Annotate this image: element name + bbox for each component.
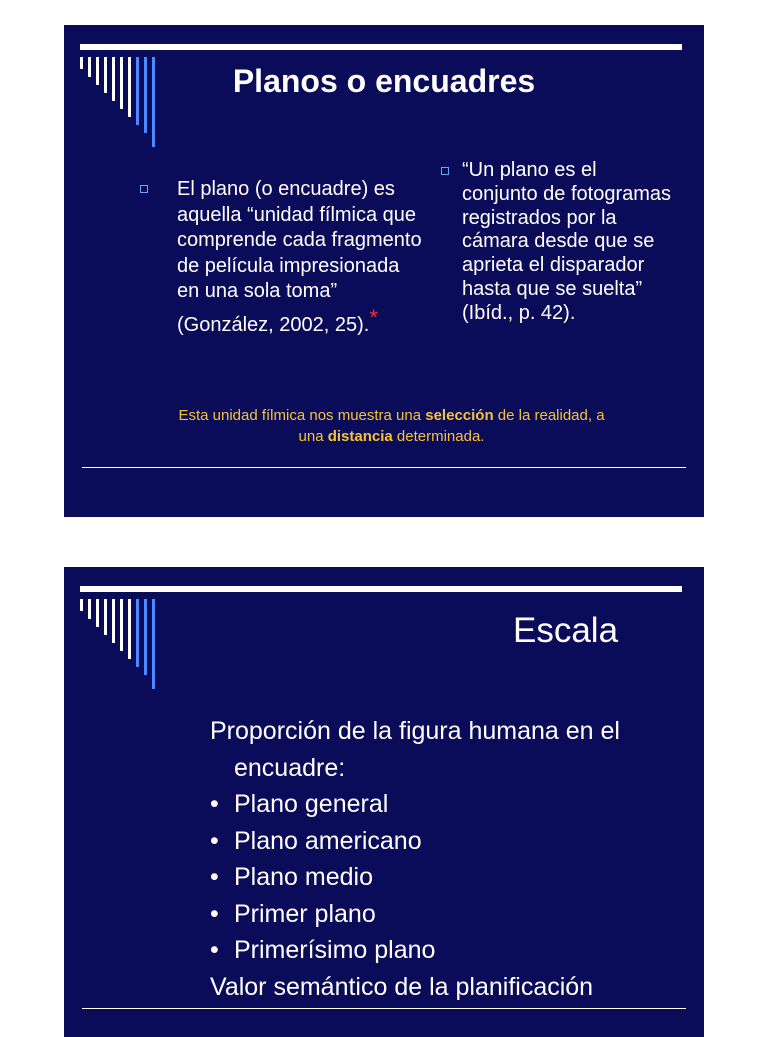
slide-body (210, 713, 670, 1005)
stripe (144, 599, 147, 675)
bullet-square-icon (140, 185, 148, 193)
stripe (152, 599, 155, 689)
paragraph-definition (177, 177, 423, 338)
stripe (80, 599, 83, 611)
slide-escala (64, 567, 704, 1037)
stripe (104, 599, 107, 635)
stripe (88, 599, 91, 619)
note-part: determinada. (392, 428, 485, 445)
intro-line-continued: encuadre: (234, 753, 346, 782)
note-part: de la realidad, a una (298, 407, 605, 445)
note-text (164, 405, 619, 447)
list-item-label: Primerísimo plano (234, 936, 436, 964)
list-item (210, 823, 670, 860)
bullet-dot-icon: • (210, 863, 219, 891)
slide-planos (64, 25, 704, 517)
list-item-label: Plano medio (234, 863, 373, 891)
note-bold-distancia: distancia (327, 428, 393, 445)
stripe (112, 599, 115, 643)
bottom-divider (82, 1008, 686, 1009)
bullet-dot-icon: • (210, 936, 219, 964)
top-divider (80, 586, 682, 592)
closing-line: Valor semántico de la planificación (210, 972, 594, 1001)
list-item-label: Plano americano (234, 826, 422, 855)
list-item (210, 896, 670, 933)
decorative-stripes (80, 599, 170, 699)
bullet-dot-icon: • (210, 826, 219, 855)
definition-text: El plano (o encuadre) es aquella “unidad fílmica que comprende cada fragmento de película impresionada en una sola toma” (González, 2002, 25). (177, 178, 422, 336)
stripe (128, 599, 131, 659)
bullet-dot-icon: • (210, 899, 219, 928)
paragraph-quote: “Un plano es el conjunto de fotogramas registrados por la cámara desde que se aprieta el disparador hasta que se suelta” (Ibíd., p. 42). (462, 159, 672, 324)
list-item (210, 932, 670, 969)
list-item-label: Primer plano (234, 899, 376, 928)
slide-title: Escala (513, 611, 619, 650)
note-part: Esta unidad fílmica nos muestra una (178, 407, 426, 424)
intro-line: Proporción de la figura humana en el (210, 717, 620, 745)
footnote-star: * (369, 304, 378, 330)
slide-title: Planos o encuadres (232, 63, 536, 99)
bullet-dot-icon: • (210, 790, 219, 818)
stripe (136, 599, 139, 667)
list-item (210, 859, 670, 896)
bottom-divider (82, 467, 686, 468)
top-divider (80, 44, 682, 50)
list-item (210, 786, 670, 823)
stripe (120, 599, 123, 651)
scale-list (210, 786, 670, 969)
bullet-square-icon (441, 167, 449, 175)
note-bold-seleccion: selección (425, 407, 494, 424)
stripe (96, 599, 99, 627)
list-item-label: Plano general (234, 790, 389, 818)
